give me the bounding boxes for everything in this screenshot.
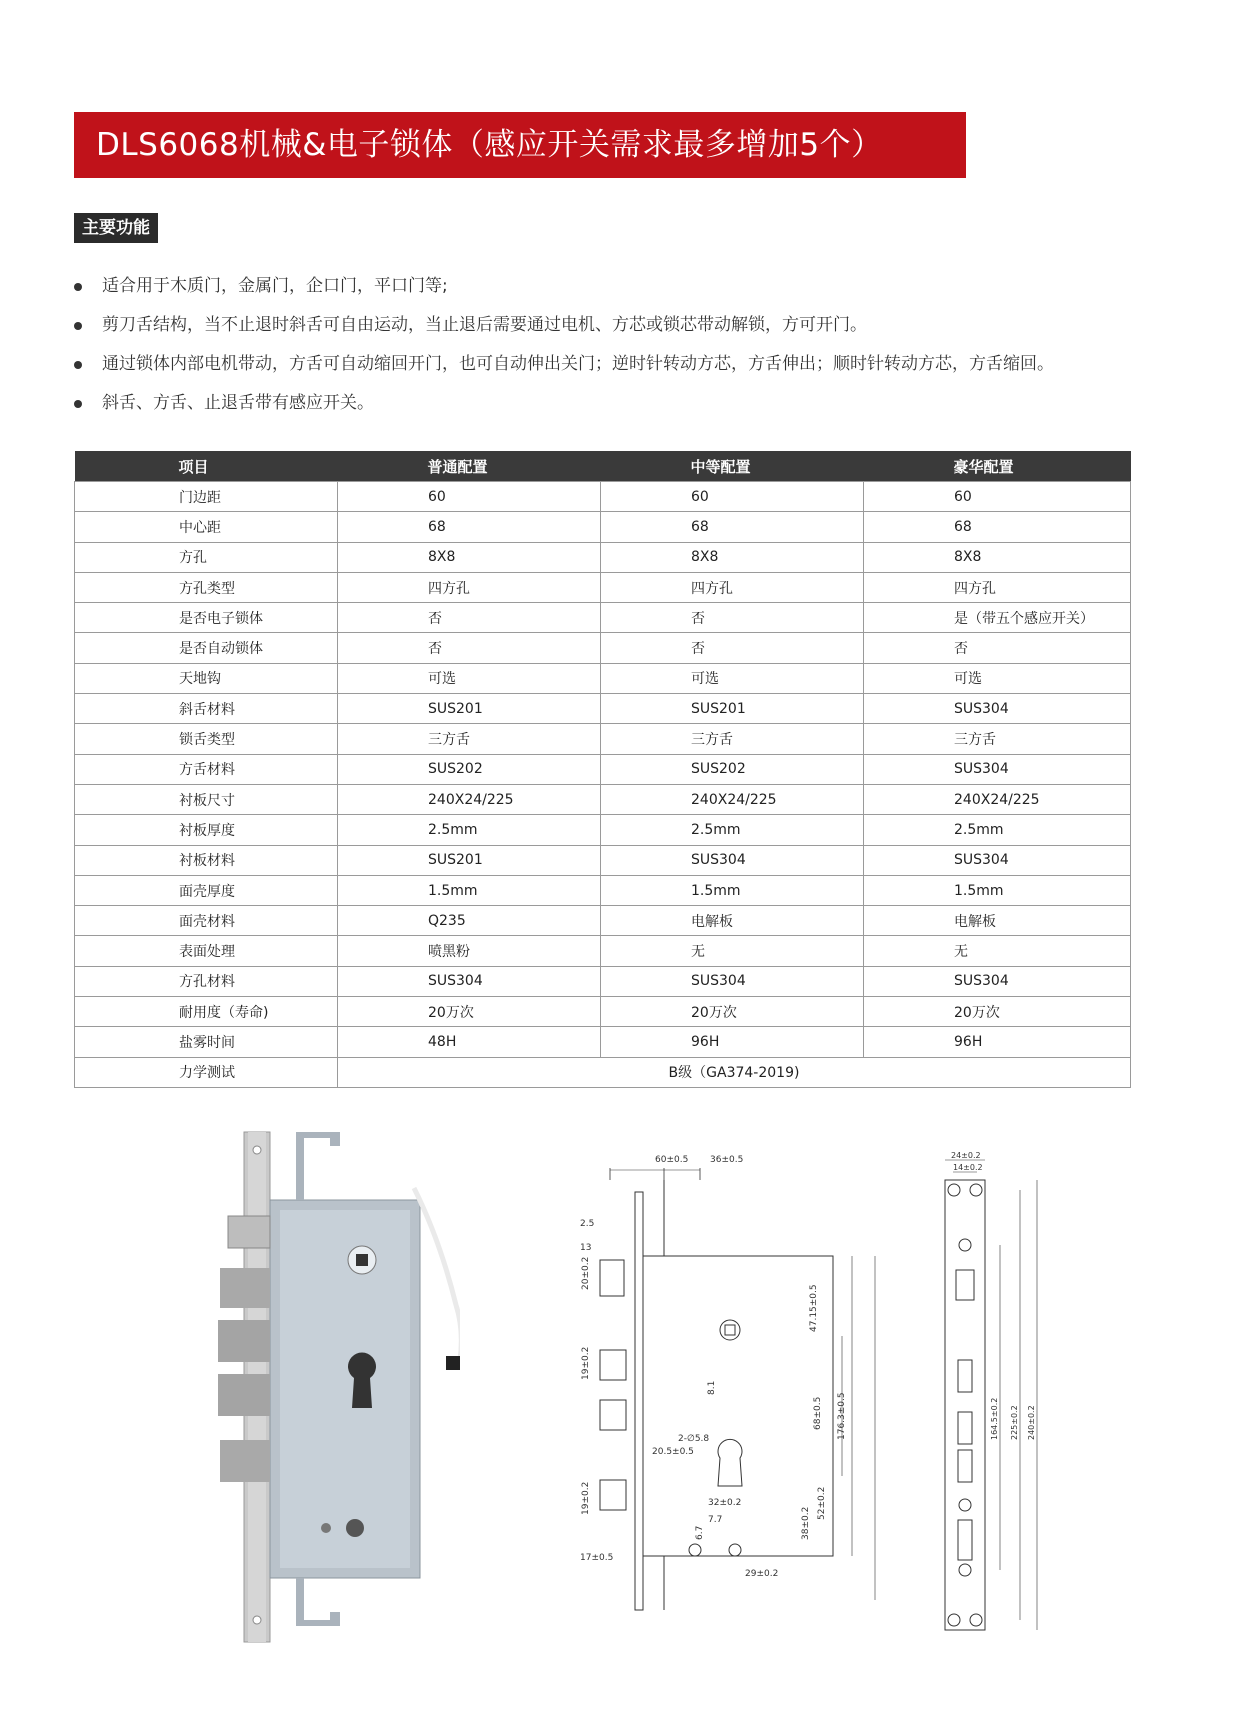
table-cell: 60 [601, 482, 864, 512]
table-cell: 四方孔 [601, 572, 864, 602]
table-cell: 四方孔 [338, 572, 601, 602]
table-cell: SUS201 [338, 845, 601, 875]
row-label: 中心距 [75, 512, 338, 542]
dim-label: 36±0.5 [710, 1155, 744, 1165]
row-label: 是否电子锁体 [75, 603, 338, 633]
table-row [75, 997, 1131, 1027]
section-label: 主要功能 [74, 213, 158, 243]
table-cell: 68 [601, 512, 864, 542]
dim-label: 19±0.2 [581, 1481, 591, 1515]
dim-label: 225±0.2 [1010, 1405, 1019, 1440]
table-row [75, 784, 1131, 814]
table-row [75, 512, 1131, 542]
table-cell: 电解板 [864, 906, 1131, 936]
dim-label: 19±0.2 [581, 1346, 591, 1380]
table-row [75, 875, 1131, 905]
table-cell: B级（GA374-2019) [338, 1057, 1131, 1087]
table-cell: 否 [338, 603, 601, 633]
bullet-icon [74, 361, 82, 369]
row-label: 方孔 [75, 542, 338, 572]
side-view-drawing [925, 1150, 1065, 1640]
table-cell: SUS304 [864, 754, 1131, 784]
dim-label: 2.5 [580, 1219, 595, 1229]
row-label: 力学测试 [75, 1057, 338, 1087]
row-label: 衬板厚度 [75, 815, 338, 845]
table-cell: 2.5mm [601, 815, 864, 845]
dim-label: 32±0.2 [708, 1498, 742, 1508]
table-cell: SUS202 [338, 754, 601, 784]
dim-label: 14±0.2 [953, 1163, 983, 1172]
feature-item: 剪刀舌结构，当不止退时斜舌可自由运动，当止退后需要通过电机、方芯或锁芯带动解锁，方可开门。 [74, 307, 1174, 346]
row-label: 方孔材料 [75, 966, 338, 996]
row-label: 衬板材料 [75, 845, 338, 875]
dim-label: 240±0.2 [1027, 1405, 1036, 1440]
table-row [75, 906, 1131, 936]
row-label: 门边距 [75, 482, 338, 512]
table-cell: 可选 [601, 663, 864, 693]
dim-label: 17±0.5 [580, 1553, 614, 1563]
dim-label: 47.15±0.5 [809, 1284, 819, 1332]
table-cell: 四方孔 [864, 572, 1131, 602]
table-cell: 8X8 [601, 542, 864, 572]
feature-list [74, 268, 1174, 424]
column-header: 项目 [75, 451, 338, 482]
table-row [75, 572, 1131, 602]
table-row [75, 966, 1131, 996]
table-cell: 96H [601, 1027, 864, 1057]
table-cell: Q235 [338, 906, 601, 936]
table-cell: 1.5mm [338, 875, 601, 905]
dim-label: 29±0.2 [745, 1569, 779, 1579]
table-cell: 48H [338, 1027, 601, 1057]
table-row [75, 815, 1131, 845]
column-header: 豪华配置 [864, 451, 1131, 482]
table-cell: 240X24/225 [338, 784, 601, 814]
table-row [75, 1057, 1131, 1087]
table-cell: 三方舌 [338, 724, 601, 754]
dim-label: 13 [580, 1243, 592, 1253]
table-cell: 96H [864, 1027, 1131, 1057]
table-cell: 2.5mm [864, 815, 1131, 845]
table-cell: 20万次 [601, 997, 864, 1027]
table-row [75, 754, 1131, 784]
bullet-icon [74, 322, 82, 330]
table-cell: SUS304 [864, 694, 1131, 724]
table-cell: SUS201 [601, 694, 864, 724]
table-cell: 20万次 [338, 997, 601, 1027]
table-row [75, 936, 1131, 966]
table-cell: 8X8 [338, 542, 601, 572]
table-cell: SUS304 [601, 845, 864, 875]
row-label: 表面处理 [75, 936, 338, 966]
feature-item: 通过锁体内部电机带动，方舌可自动缩回开门，也可自动伸出关门；逆时针转动方芯，方舌伸出；顺时针转动方芯，方舌缩回。 [74, 346, 1174, 385]
table-row [75, 603, 1131, 633]
table-cell: 否 [864, 633, 1131, 663]
row-label: 耐用度（寿命) [75, 997, 338, 1027]
table-cell: SUS202 [601, 754, 864, 784]
dim-label: 7.7 [708, 1515, 723, 1525]
table-row [75, 542, 1131, 572]
dim-label: 20.5±0.5 [652, 1447, 694, 1457]
table-cell: 三方舌 [864, 724, 1131, 754]
row-label: 盐雾时间 [75, 1027, 338, 1057]
dim-label: 2-∅5.8 [678, 1434, 710, 1444]
row-label: 天地钩 [75, 663, 338, 693]
table-cell: 1.5mm [601, 875, 864, 905]
table-cell: 1.5mm [864, 875, 1131, 905]
table-cell: 可选 [338, 663, 601, 693]
table-row [75, 845, 1131, 875]
table-row [75, 724, 1131, 754]
dim-label: 8.1 [707, 1380, 717, 1395]
table-row [75, 694, 1131, 724]
table-cell: SUS304 [864, 845, 1131, 875]
dim-label: 164.5±0.2 [990, 1397, 999, 1440]
feature-item: 适合用于木质门，金属门，企口门，平口门等; [74, 268, 1174, 307]
row-label: 锁舌类型 [75, 724, 338, 754]
table-cell: 否 [601, 633, 864, 663]
table-cell: 60 [338, 482, 601, 512]
table-cell: SUS304 [338, 966, 601, 996]
dim-label: 68±0.5 [813, 1396, 823, 1430]
table-row [75, 482, 1131, 512]
table-cell: SUS304 [864, 966, 1131, 996]
table-row [75, 663, 1131, 693]
page-title: DLS6068机械&电子锁体（感应开关需求最多增加5个） [96, 127, 883, 163]
table-cell: 无 [601, 936, 864, 966]
table-cell: 68 [864, 512, 1131, 542]
table-row [75, 633, 1131, 663]
table-cell: 240X24/225 [864, 784, 1131, 814]
row-label: 面壳材料 [75, 906, 338, 936]
row-label: 方舌材料 [75, 754, 338, 784]
table-cell: 20万次 [864, 997, 1131, 1027]
dim-label: 38±0.2 [801, 1506, 811, 1540]
table-cell: 否 [601, 603, 864, 633]
column-header: 中等配置 [601, 451, 864, 482]
row-label: 衬板尺寸 [75, 784, 338, 814]
table-cell: 8X8 [864, 542, 1131, 572]
table-cell: SUS304 [601, 966, 864, 996]
row-label: 方孔类型 [75, 572, 338, 602]
bullet-icon [74, 283, 82, 291]
table-cell: 2.5mm [338, 815, 601, 845]
table-cell: 电解板 [601, 906, 864, 936]
dim-label: 52±0.2 [817, 1486, 827, 1520]
table-cell: 是（带五个感应开关） [864, 603, 1131, 633]
table-cell: 可选 [864, 663, 1131, 693]
row-label: 是否自动锁体 [75, 633, 338, 663]
table-header-row [75, 451, 1131, 482]
title-banner [74, 112, 966, 178]
bullet-icon [74, 400, 82, 408]
table-cell: 喷黑粉 [338, 936, 601, 966]
row-label: 面壳厚度 [75, 875, 338, 905]
dim-label: 60±0.5 [655, 1155, 689, 1165]
lock-body-photo [200, 1120, 460, 1650]
table-row [75, 1027, 1131, 1057]
dimension-drawing [580, 1140, 880, 1640]
feature-item: 斜舌、方舌、止退舌带有感应开关。 [74, 385, 1174, 424]
table-cell: 60 [864, 482, 1131, 512]
dim-label: 6.7 [695, 1525, 705, 1540]
row-label: 斜舌材料 [75, 694, 338, 724]
dim-label: 176.3±0.5 [837, 1392, 847, 1440]
spec-table [74, 451, 1131, 1088]
column-header: 普通配置 [338, 451, 601, 482]
table-cell: 三方舌 [601, 724, 864, 754]
table-cell: 68 [338, 512, 601, 542]
dim-label: 20±0.2 [581, 1256, 591, 1290]
table-cell: 否 [338, 633, 601, 663]
dim-label: 24±0.2 [951, 1151, 981, 1160]
table-cell: SUS201 [338, 694, 601, 724]
table-cell: 无 [864, 936, 1131, 966]
table-cell: 240X24/225 [601, 784, 864, 814]
